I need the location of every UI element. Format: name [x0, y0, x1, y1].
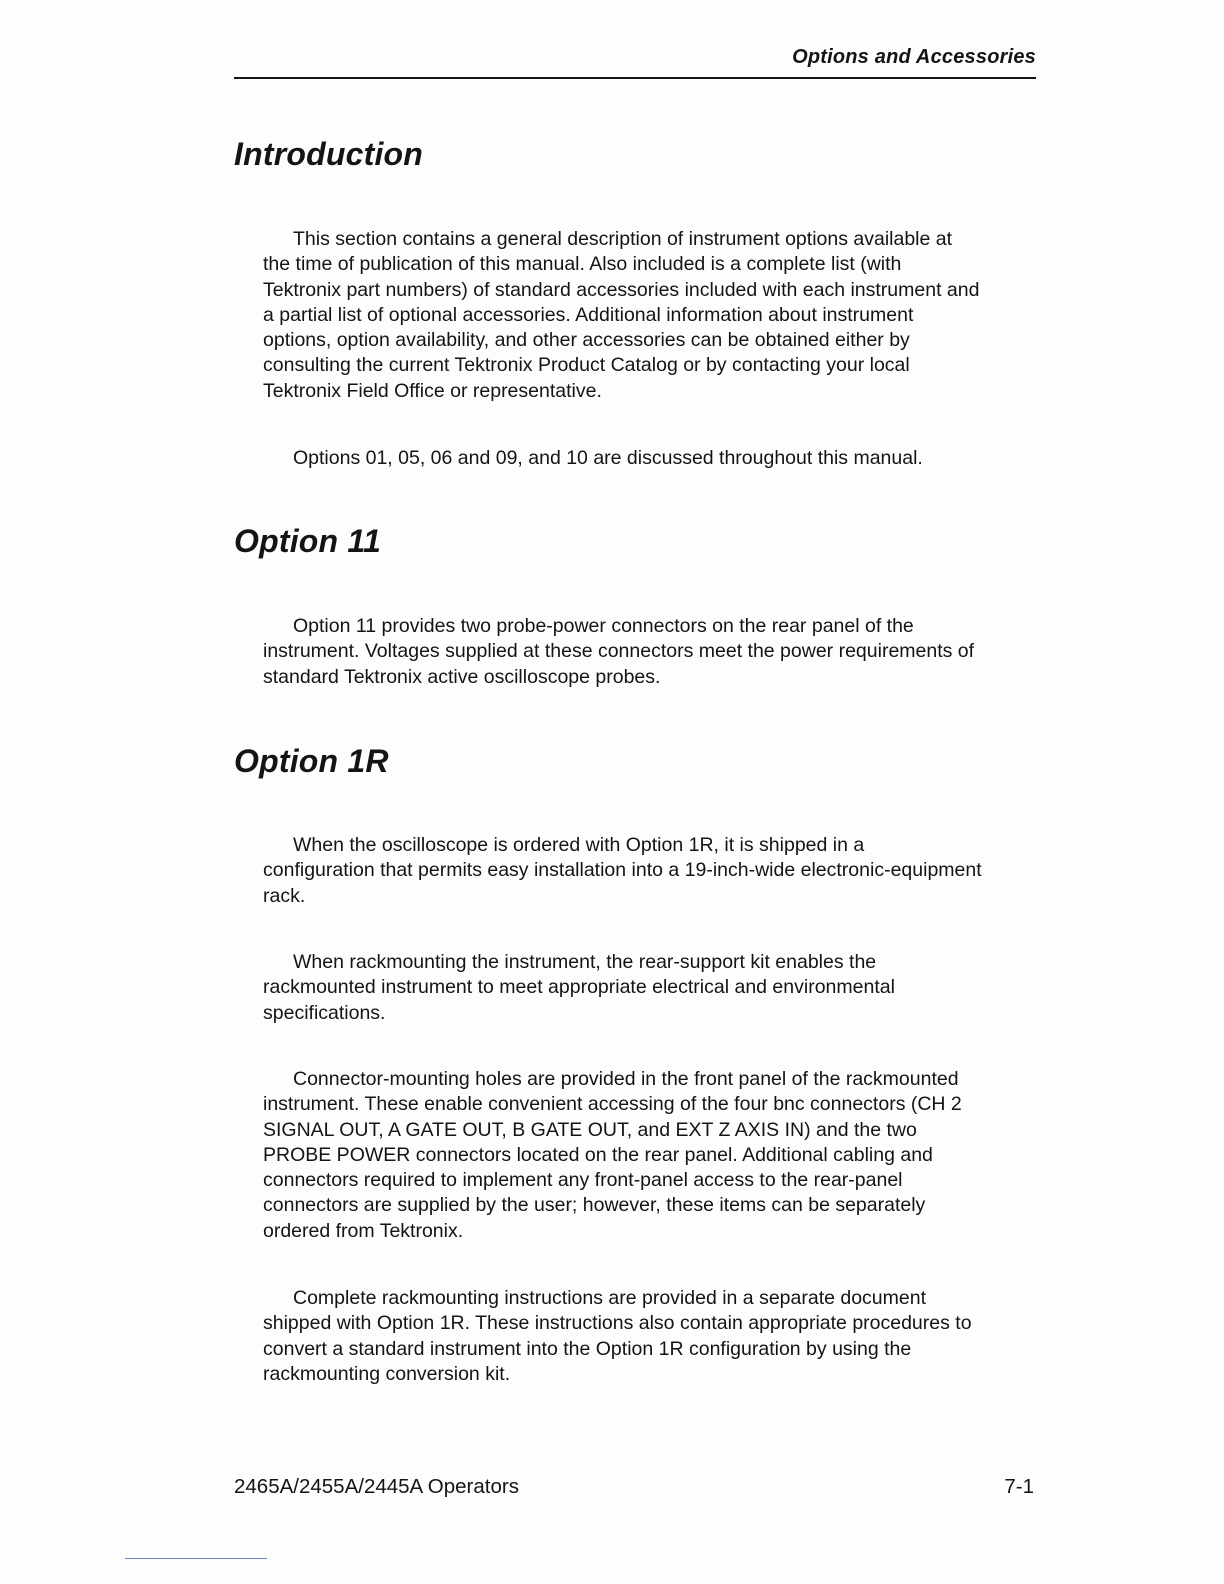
option-1r-paragraph-4: Complete rackmounting instructions are provided in a separate document shipped with Option 1R. These instructions also contain appropriate procedures to convert a standard instrument into the Option 1R configuration by using the rackmounting conversion kit. — [263, 1287, 972, 1385]
option-1r-paragraph-3: Connector-mounting holes are provided in the front panel of the rackmounted instrument. These enable convenient accessing of the four bnc connectors (CH 2 SIGNAL OUT, A GATE OUT, B GATE OUT, and EXT Z AXIS IN) and the two PROBE POWER connectors located on the rear panel. Additional cabling and connectors required to implement any front-panel access to the rear-panel connectors are supplied by the user; however, these items can be separately ordered from Tektronix. — [263, 1068, 962, 1242]
option-1r-paragraph-1: When the oscilloscope is ordered with Option 1R, it is shipped in a configuration that permits easy installation into a 19-inch-wide electronic-equipment rack. — [263, 834, 982, 907]
footer-manual-title: 2465A/2455A/2445A Operators — [234, 1475, 519, 1498]
footer-page-number: 7-1 — [1004, 1475, 1034, 1498]
header-rule — [234, 77, 1036, 79]
heading-option-1r: Option 1R — [234, 743, 389, 779]
running-header: Options and Accessories — [792, 46, 1036, 68]
option-1r-paragraph-2: When rackmounting the instrument, the rear-support kit enables the rackmounted instrument to meet appropriate electrical and environmental specifications. — [263, 951, 895, 1024]
intro-paragraph-2: Options 01, 05, 06 and 09, and 10 are discussed throughout this manual. — [293, 447, 923, 469]
heading-option-11: Option 11 — [234, 523, 381, 559]
scan-edge-mark — [125, 1558, 267, 1559]
heading-introduction: Introduction — [234, 136, 424, 172]
intro-paragraph-1: This section contains a general description of instrument options available at the time of publication of this manual. Also included is a complete list (with Tektronix part numbers) of standard accessories included with each instrument and a partial list of optional accessories. Additional information about instrument options, option availability, and other accessories can be obtained either by consulting the current Tektronix Product Catalog or by contacting your local Tektronix Field Office or representative. — [263, 228, 980, 402]
option-11-paragraph: Option 11 provides two probe-power connectors on the rear panel of the instrument. Voltages supplied at these connectors meet the power requirements of standard Tektronix active oscilloscope probes. — [263, 615, 975, 688]
